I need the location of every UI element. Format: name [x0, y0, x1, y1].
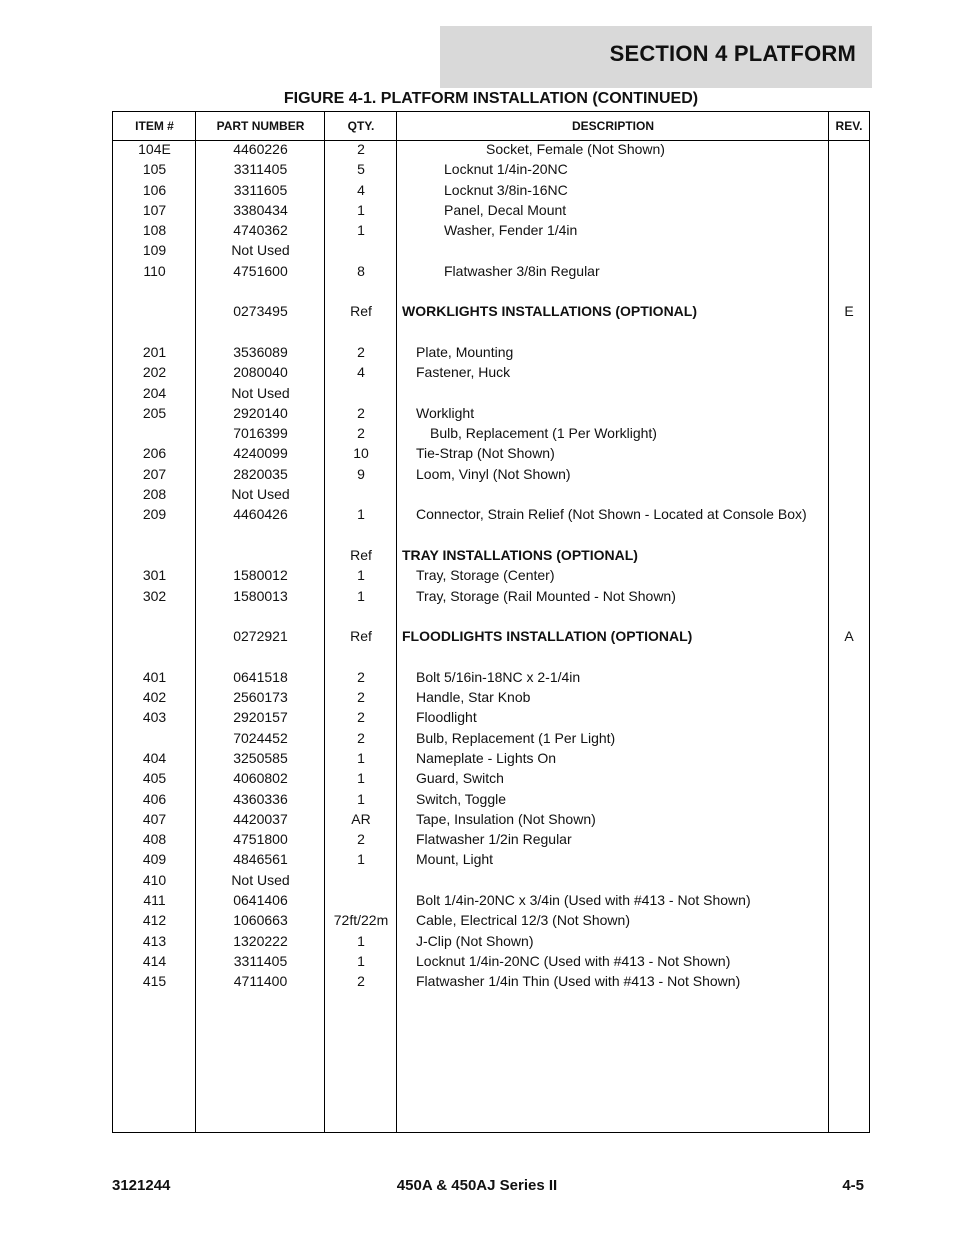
item-cell: 413 — [142, 932, 167, 949]
column-header-qty: QTY. — [347, 119, 375, 133]
qty-cell: 2 — [357, 343, 365, 360]
qty-cell: 2 — [357, 425, 365, 442]
part-number-cell: 4711400 — [233, 973, 288, 990]
table-row — [113, 343, 869, 363]
qty-cell: Ref — [350, 628, 372, 645]
qty-cell: Ref — [350, 303, 372, 320]
qty-cell: 4 — [357, 364, 365, 381]
part-number-cell: 3536089 — [233, 343, 288, 360]
description-cell: Tray, Storage (Center) — [416, 567, 555, 584]
description-cell: Tape, Insulation (Not Shown) — [416, 810, 596, 827]
part-number-cell: 4360336 — [233, 790, 288, 807]
item-cell: 110 — [143, 262, 166, 279]
item-cell: 109 — [142, 242, 167, 259]
table-row — [113, 830, 869, 850]
qty-cell: 1 — [357, 749, 365, 766]
qty-cell: 1 — [357, 201, 365, 218]
item-cell: 409 — [142, 851, 167, 868]
qty-cell: 1 — [357, 222, 365, 239]
parts-table — [112, 111, 870, 1133]
table-row — [113, 384, 869, 404]
item-cell: 208 — [142, 486, 167, 503]
table-row — [113, 424, 869, 444]
table-row — [113, 485, 869, 505]
part-number-cell: 1060663 — [233, 912, 288, 929]
table-row — [113, 363, 869, 383]
description-cell: Cable, Electrical 12/3 (Not Shown) — [416, 912, 630, 929]
part-number-cell: 1580012 — [233, 567, 288, 584]
table-body — [113, 140, 869, 992]
part-number-cell: 4460426 — [233, 506, 288, 523]
item-cell: 106 — [142, 181, 167, 198]
footer-series: 450A & 450AJ Series II — [396, 1177, 558, 1194]
item-cell: 107 — [142, 201, 167, 218]
description-cell: Loom, Vinyl (Not Shown) — [416, 465, 571, 482]
table-row — [113, 302, 869, 322]
item-cell: 412 — [142, 912, 167, 929]
description-cell: TRAY INSTALLATIONS (OPTIONAL) — [402, 546, 638, 563]
qty-cell: 5 — [357, 161, 365, 178]
description-cell: Bulb, Replacement (1 Per Worklight) — [430, 425, 657, 442]
description-cell: Guard, Switch — [416, 770, 504, 787]
qty-cell: 2 — [357, 404, 365, 421]
part-number-cell: 4460226 — [233, 141, 288, 157]
table-row — [113, 932, 869, 952]
item-cell: 410 — [142, 871, 167, 888]
table-row — [113, 566, 869, 586]
table-row — [113, 790, 869, 810]
item-cell: 403 — [142, 709, 167, 726]
part-number-cell: 3380434 — [233, 201, 288, 218]
table-row — [113, 404, 869, 424]
item-cell: 207 — [142, 465, 167, 482]
table-row — [113, 850, 869, 870]
description-cell: Flatwasher 1/2in Regular — [416, 831, 572, 848]
qty-cell: 2 — [357, 729, 365, 746]
description-cell: Bulb, Replacement (1 Per Light) — [416, 729, 616, 746]
part-number-cell: 4240099 — [233, 445, 288, 462]
part-number-cell: 0273495 — [233, 303, 288, 320]
qty-cell: 2 — [357, 689, 365, 706]
description-cell: Nameplate - Lights On — [416, 749, 557, 766]
part-number-cell: 4751600 — [233, 262, 288, 279]
qty-cell: 2 — [357, 831, 365, 848]
section-title: SECTION 4 PLATFORM — [609, 41, 856, 66]
table-row — [113, 241, 869, 261]
item-cell: 407 — [142, 810, 167, 827]
part-number-cell: 2920140 — [233, 404, 288, 421]
description-cell: FLOODLIGHTS INSTALLATION (OPTIONAL) — [402, 628, 693, 645]
description-cell: Locknut 1/4in-20NC — [444, 161, 568, 178]
table-row — [113, 505, 869, 525]
part-number-cell: 4740362 — [233, 222, 288, 239]
part-number-cell: Not Used — [231, 871, 290, 888]
description-cell: Locknut 1/4in-20NC (Used with #413 - Not Shown) — [416, 952, 731, 969]
part-number-cell: 3311405 — [233, 161, 288, 178]
description-cell: Flatwasher 1/4in Thin (Used with #413 - Not Shown) — [416, 973, 741, 990]
item-cell: 301 — [142, 567, 167, 584]
part-number-cell: 1580013 — [233, 587, 288, 604]
description-cell: Tray, Storage (Rail Mounted - Not Shown) — [416, 587, 676, 604]
part-number-cell: 0272921 — [233, 628, 288, 645]
table-row — [113, 972, 869, 992]
table-row — [113, 871, 869, 891]
part-number-cell: 4420037 — [233, 810, 288, 827]
rev-cell: A — [844, 628, 854, 645]
table-row — [113, 546, 869, 566]
item-cell: 105 — [142, 161, 167, 178]
item-cell: 202 — [142, 364, 167, 381]
description-cell: Flatwasher 3/8in Regular — [444, 262, 600, 279]
item-cell: 209 — [142, 506, 167, 523]
part-number-cell: 2920157 — [233, 709, 288, 726]
table-row — [113, 201, 869, 221]
table-row — [113, 952, 869, 972]
qty-cell: 9 — [357, 465, 365, 482]
table-row — [113, 140, 869, 160]
table-row — [113, 465, 869, 485]
item-cell: 405 — [142, 770, 167, 787]
table-row — [113, 160, 869, 180]
description-cell: Locknut 3/8in-16NC — [444, 181, 568, 198]
table-row — [113, 627, 869, 647]
qty-cell: 1 — [357, 851, 365, 868]
table-row — [113, 221, 869, 241]
part-number-cell: 3311605 — [233, 181, 288, 198]
description-cell: Mount, Light — [416, 851, 494, 868]
rev-cell: E — [844, 303, 854, 320]
table-row — [113, 708, 869, 728]
table-row — [113, 749, 869, 769]
item-cell: 104E — [138, 141, 171, 157]
table-row — [113, 769, 869, 789]
part-number-cell: 7024452 — [233, 729, 288, 746]
table-row — [113, 891, 869, 911]
table-row — [113, 607, 869, 627]
qty-cell: 1 — [357, 506, 365, 523]
item-cell: 408 — [142, 831, 167, 848]
qty-cell: 4 — [357, 181, 365, 198]
description-cell: Plate, Mounting — [416, 343, 514, 360]
item-cell: 302 — [142, 587, 167, 604]
item-cell: 406 — [142, 790, 167, 807]
table-row — [113, 282, 869, 302]
table-row — [113, 323, 869, 343]
figure-title: FIGURE 4-1. PLATFORM INSTALLATION (CONTINUED) — [283, 90, 699, 107]
part-number-cell: 4060802 — [233, 770, 288, 787]
table-row — [113, 729, 869, 749]
part-number-cell: Not Used — [231, 242, 290, 259]
description-cell: WORKLIGHTS INSTALLATIONS (OPTIONAL) — [402, 303, 698, 320]
table-row — [113, 668, 869, 688]
table-row — [113, 911, 869, 931]
qty-cell: 2 — [357, 668, 365, 685]
description-cell: Washer, Fender 1/4in — [444, 222, 578, 239]
item-cell: 415 — [142, 973, 167, 990]
item-cell: 411 — [143, 891, 166, 908]
qty-cell: 2 — [357, 141, 365, 157]
table-row — [113, 262, 869, 282]
column-header-part-number: PART NUMBER — [216, 119, 305, 133]
qty-cell: 1 — [357, 790, 365, 807]
column-header-description: DESCRIPTION — [571, 119, 654, 133]
part-number-cell: 4751800 — [233, 831, 288, 848]
qty-cell: 2 — [357, 709, 365, 726]
qty-cell: AR — [351, 810, 371, 827]
qty-cell: 8 — [357, 262, 365, 279]
description-cell: Switch, Toggle — [416, 790, 507, 807]
qty-cell: 1 — [357, 567, 365, 584]
part-number-cell: 4846561 — [233, 851, 288, 868]
part-number-cell: 1320222 — [233, 932, 288, 949]
qty-cell: 10 — [353, 445, 369, 462]
description-cell: J-Clip (Not Shown) — [416, 932, 534, 949]
part-number-cell: 3311405 — [233, 952, 288, 969]
table-row — [113, 181, 869, 201]
column-header-rev: REV. — [835, 119, 863, 133]
qty-cell: 1 — [357, 952, 365, 969]
item-cell: 108 — [142, 222, 167, 239]
column-header-item: ITEM # — [135, 119, 174, 133]
table-row — [113, 526, 869, 546]
item-cell: 201 — [142, 343, 167, 360]
item-cell: 204 — [142, 384, 167, 401]
description-cell: Socket, Female (Not Shown) — [486, 141, 665, 157]
item-cell: 205 — [142, 404, 167, 421]
part-number-cell: 0641518 — [233, 668, 288, 685]
table-row — [113, 688, 869, 708]
description-cell: Panel, Decal Mount — [444, 201, 567, 218]
qty-cell: 1 — [357, 932, 365, 949]
table-row — [113, 444, 869, 464]
description-cell: Tie-Strap (Not Shown) — [416, 445, 555, 462]
description-cell: Worklight — [416, 404, 475, 421]
item-cell: 401 — [142, 668, 167, 685]
part-number-cell: 7016399 — [233, 425, 288, 442]
part-number-cell: 2820035 — [233, 465, 288, 482]
part-number-cell: 2560173 — [233, 689, 288, 706]
part-number-cell: 0641406 — [233, 891, 288, 908]
qty-cell: 72ft/22m — [333, 912, 389, 929]
description-cell: Fastener, Huck — [416, 364, 511, 381]
item-cell: 402 — [142, 689, 167, 706]
part-number-cell: Not Used — [231, 384, 290, 401]
footer-doc-number: 3121244 — [112, 1177, 171, 1194]
section-banner — [440, 26, 872, 88]
description-cell: Handle, Star Knob — [416, 689, 531, 706]
footer-page-number: 4-5 — [842, 1177, 864, 1194]
description-cell: Floodlight — [416, 709, 477, 726]
description-cell: Bolt 1/4in-20NC x 3/4in (Used with #413 - Not Shown) — [416, 891, 751, 908]
table-row — [113, 587, 869, 607]
item-cell: 404 — [142, 749, 167, 766]
item-cell: 206 — [142, 445, 167, 462]
part-number-cell: 3250585 — [233, 749, 288, 766]
qty-cell: 1 — [357, 587, 365, 604]
qty-cell: 2 — [357, 973, 365, 990]
description-cell: Bolt 5/16in-18NC x 2-1/4in — [416, 668, 581, 685]
qty-cell: Ref — [350, 546, 372, 563]
table-row — [113, 647, 869, 667]
table-row — [113, 810, 869, 830]
description-cell: Connector, Strain Relief (Not Shown - Located at Console Box) — [416, 506, 807, 523]
qty-cell: 1 — [357, 770, 365, 787]
part-number-cell: Not Used — [231, 486, 290, 503]
part-number-cell: 2080040 — [233, 364, 288, 381]
item-cell: 414 — [142, 952, 167, 969]
